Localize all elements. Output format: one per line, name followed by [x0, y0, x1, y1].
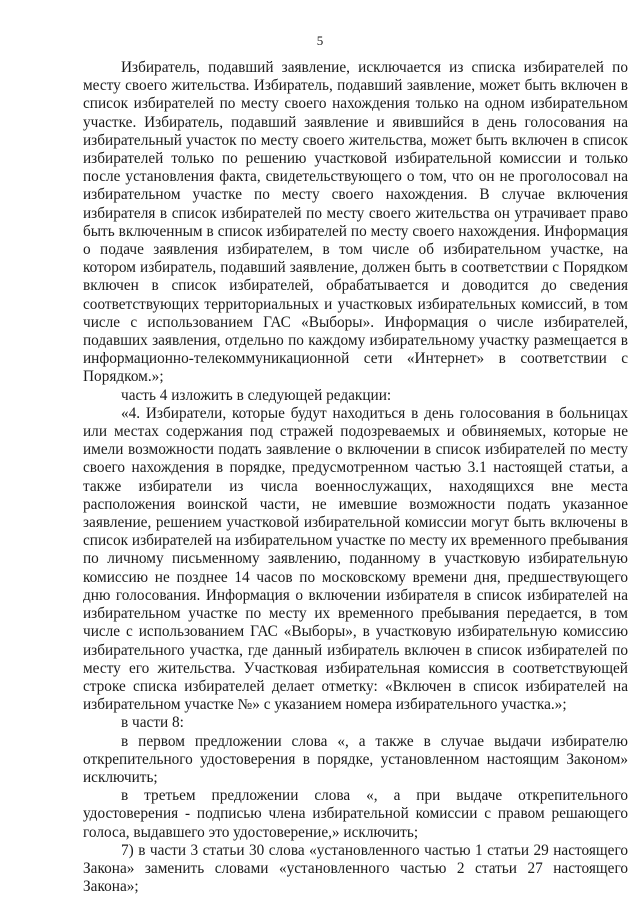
- paragraph-part4-intro: часть 4 изложить в следующей редакции:: [121, 386, 392, 404]
- page-number: 5: [316, 33, 324, 48]
- document-body: [83, 59, 628, 896]
- paragraph-voter-exclusion: Избиратель, подавший заявление, исключается из списка избирателей по месту своего жительства. Избиратель, подавший заявление, может быть включен в список избирателей по месту своего нахождения только на одном избирательном участке. Избиратель, подавший заявление и явившийся в день голосования на избирательный участок по месту своего жительства, может быть включен в список избирателей только по решению участковой избирательной комиссии и только после установления факта, свидетельствующего о том, что он не проголосовал на избирательном участке по месту своего нахождения. В случае включения избирателя в список избирателей по месту своего жительства он утрачивает право быть включенным в список избирателей по месту своего нахождения. Информация о подаче заявления избирателем, в том числе об избирательном участке, на котором избиратель, подавший заявление, должен быть в соответствии с Порядком включен в список избирателей, обрабатывается и доводится до сведения соответствующих территориальных и участковых избирательных комиссий, в том числе с использованием ГАС «Выборы». Информация о числе избирателей, подавших заявления, отдельно по каждому избирательному участку размещается в информационно-телекоммуникационной сети «Интернет» в соответствии с Порядком.»;: [83, 59, 628, 386]
- paragraph-item-7: 7) в части 3 статьи 30 слова «установленного частью 1 статьи 29 настоящего Закона» заменить словами «установленного частью 2 статьи 27 настоящего Закона»;: [83, 841, 628, 896]
- paragraph-part8-intro: в части 8:: [121, 714, 184, 732]
- paragraph-part8-first-sentence: в первом предложении слова «, а также в случае выдачи избирателю открепительного удостоверения в порядке, установленном настоящим Законом» исключить;: [83, 732, 628, 786]
- paragraph-part8-third-sentence: в третьем предложении слова «, а при выдаче открепительного удостоверения - подписью члена избирательной комиссии с правом решающего голоса, выдавшего это удостоверение,» исключить;: [83, 787, 628, 841]
- paragraph-part4-text: «4. Избиратели, которые будут находиться в день голосования в больницах или местах содержания под стражей подозреваемых и обвиняемых, которые не имели возможности подать заявление о включении в список избирателей по месту своего нахождения в порядке, предусмотренном частью 3.1 настоящей статьи, а также избиратели из числа военнослужащих, находящихся вне места расположения воинской части, не имевшие возможности подать указанное заявление, решением участковой избирательной комиссии могут быть включены в список избирателей на избирательном участке по месту их временного пребывания по личному письменному заявлению, поданному в участковую избирательную комиссию не позднее 14 часов по московскому времени дня, предшествующего дню голосования. Информация о включении избирателя в список избирателей на избирательном участке по месту их временного пребывания передается, в том числе с использованием ГАС «Выборы», в участковую избирательную комиссию избирательного участка, где данный избиратель включен в список избирателей по месту его жительства. Участковая избирательная комиссия в соответствующей строке списка избирателей делает отметку: «Включен в список избирателей на избирательном участке №» с указанием номера избирательного участка.»;: [83, 404, 628, 714]
